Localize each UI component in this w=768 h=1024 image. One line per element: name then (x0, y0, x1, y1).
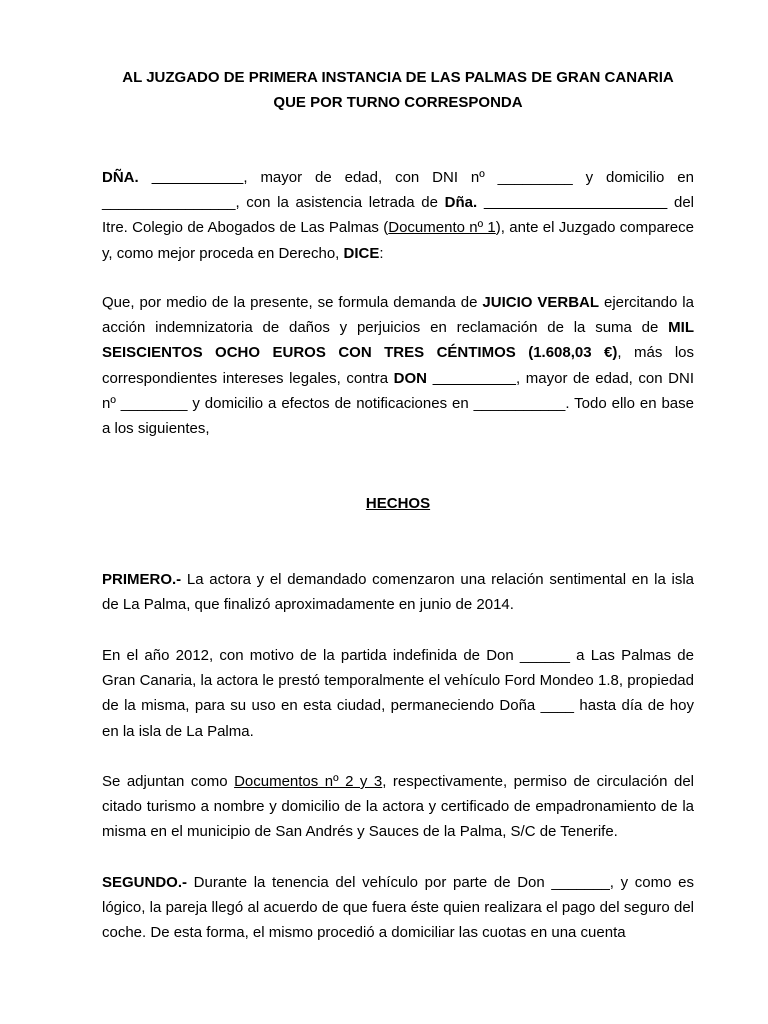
don-label: DON (393, 369, 427, 387)
dna-label: DÑA. (102, 169, 139, 186)
documents-2-3-reference: Documentos nº 2 y 3 (234, 773, 383, 790)
dice-keyword: DICE (343, 244, 380, 262)
segundo-paragraph (102, 870, 694, 946)
claim-text-2: ejercitando la acción indemnizatoria de daños y perjuicios en reclamación de la suma de (102, 294, 694, 337)
documents-text-2: , respectivamente, permiso de circulación del citado turismo a nombre y domicilio de la actora y certificado de empadronamiento de la misma en el municipio de San Andrés y Sauces de la Palma, S/C de Tenerife. (102, 773, 695, 841)
intro-paragraph (102, 165, 694, 266)
segundo-label: SEGUNDO.- (102, 874, 188, 891)
intro-text-3: ), ante el Juzgado comparece y, como mejor proceda en Derecho, (102, 219, 694, 262)
documents-text-1: Se adjuntan como (102, 773, 235, 790)
lawyer-name-blank: ______________________ (483, 194, 668, 212)
documents-paragraph (102, 769, 694, 845)
document-1-reference: Documento nº 1 (388, 219, 496, 237)
document-heading (100, 65, 696, 115)
claim-paragraph (102, 290, 694, 441)
defendant-name-blank: __________ (432, 369, 517, 387)
segundo-text: Durante la tenencia del vehículo por parte de Don _______, y como es lógico, la pareja llegó al acuerdo de que fuera éste quien realizara el pago del seguro del coche. De esta forma, el mismo procedió a domiciliar las cuotas en una cuenta (102, 874, 694, 942)
primero-paragraph (102, 567, 694, 617)
primero-text: La actora y el demandado comenzaron una relación sentimental en la isla de La Palma, que finalizó aproximadamente en junio de 2014. (102, 571, 694, 614)
claim-text-3: , más los correspondientes intereses legales, contra (102, 344, 694, 387)
claim-amount: MIL SEISCIENTOS OCHO EUROS CON TRES CÉNTIMOS (1.608,03 €) (102, 319, 694, 362)
plaintiff-name-blank: ___________ (151, 169, 244, 186)
primero-label: PRIMERO.- (102, 571, 182, 588)
claim-text-4: , mayor de edad, con DNI nº ________ y domicilio a efectos de notificaciones en ___________. Todo ello en base a los siguientes, (102, 369, 695, 438)
section-title-hechos: HECHOS (365, 495, 431, 512)
heading-line-1: AL JUZGADO DE PRIMERA INSTANCIA DE LAS PALMAS DE GRAN CANARIA (122, 69, 674, 86)
vehicle-loan-paragraph (102, 643, 694, 744)
juicio-verbal-keyword: JUICIO VERBAL (482, 294, 600, 311)
claim-text-1: Que, por medio de la presente, se formula demanda de (102, 294, 483, 311)
heading-line-2: QUE POR TURNO CORRESPONDA (273, 94, 523, 111)
dna-lawyer-label: Dña. (444, 194, 478, 212)
intro-text-1: , mayor de edad, con DNI nº _________ y domicilio en ________________, con la asistencia letrada de (102, 169, 694, 212)
intro-text-2: del Itre. Colegio de Abogados de Las Palmas ( (102, 194, 695, 237)
vehicle-loan-text: En el año 2012, con motivo de la partida indefinida de Don ______ a Las Palmas de Gran Canaria, la actora le prestó temporalmente el vehículo Ford Mondeo 1.8, propiedad de la misma, para su uso en esta ciudad, permaneciendo Doña ____ hasta día de hoy en la isla de La Palma. (102, 647, 694, 740)
intro-text-4: : (379, 244, 384, 262)
